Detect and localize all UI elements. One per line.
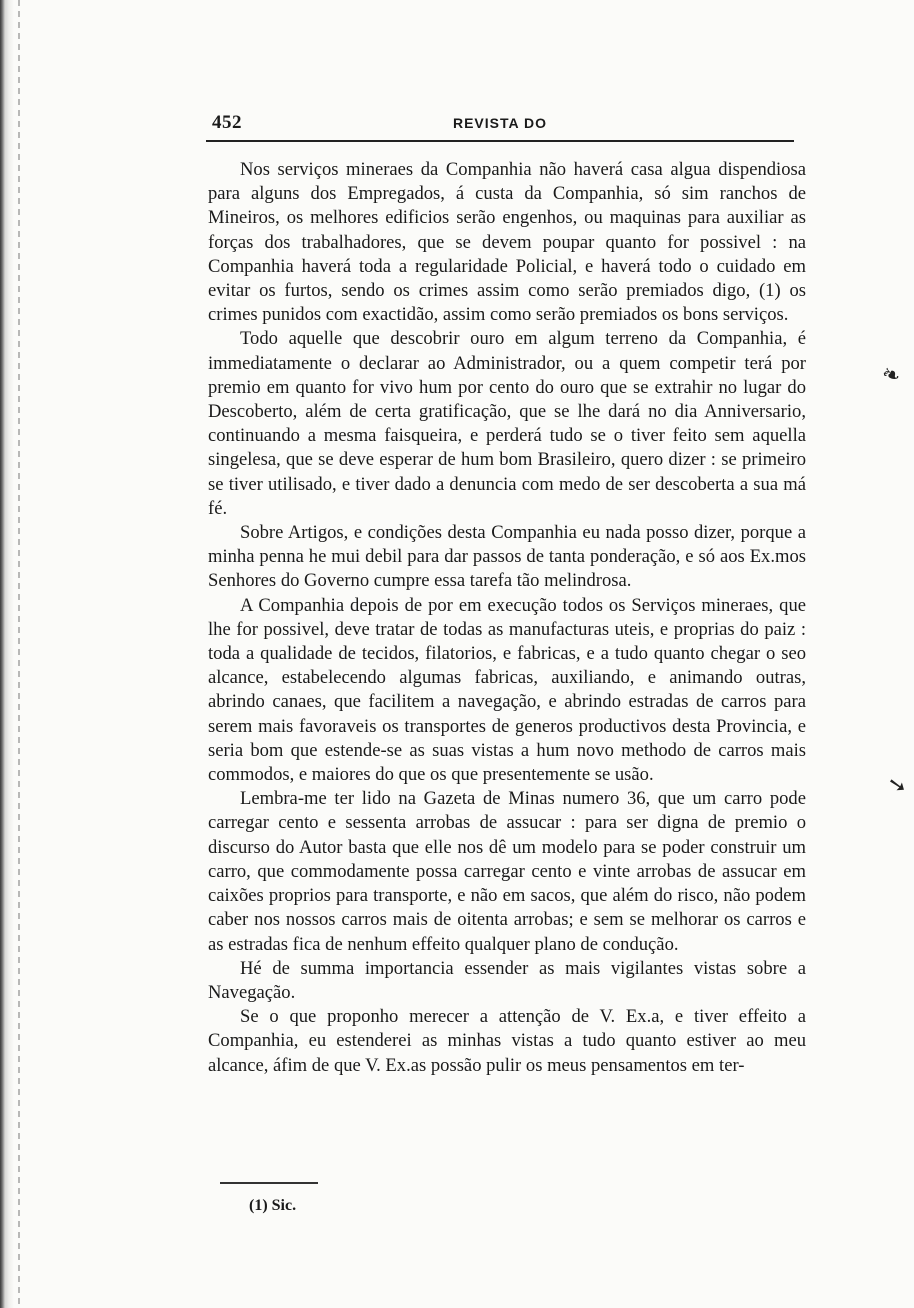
page-number: 452 bbox=[212, 112, 242, 133]
footnote-rule bbox=[220, 1182, 318, 1184]
margin-ink-mark: ❧ bbox=[878, 359, 905, 390]
header-rule bbox=[206, 140, 794, 142]
running-head bbox=[206, 112, 794, 138]
running-title: REVISTA DO bbox=[452, 115, 547, 131]
paragraph: Hé de summa importancia essender as mais vigilantes vistas sobre a Navegação. bbox=[208, 957, 806, 1003]
footnote: (1) Sic. bbox=[249, 1197, 297, 1214]
paragraph: A Companhia depois de por em execução todos os Serviços mineraes, que lhe for possivel, deve tratar de todas as manufacturas uteis, e proprias do paiz : toda a qualidade de tecidos, filatorios, e fabricas, e a tudo quanto chegar o seo alcance, estabelecendo algumas fabricas, auxiliando, e animando outras, abrindo canaes, que facilitem a navegação, e abrindo estradas de carros para serem mais favoraveis os transportes de generos productivos desta Provincia, e seria bom que estende-se as suas vistas a hum novo methodo de carros mais commodos, e maiores do que os que presentemente se usão. bbox=[208, 594, 806, 786]
paragraph: Nos serviços mineraes da Companhia não haverá casa algua dispendiosa para alguns dos Empregados, á custa da Companhia, só sim ranchos de Mineiros, os melhores edificios serão engenhos, ou maquinas para auxiliar as forças dos trabalhadores, que se devem poupar quanto for possivel : na Companhia haverá toda a regularidade Policial, e haverá todo o cuidado em evitar os furtos, sendo os crimes assim como serão premiados digo, (1) os crimes punidos com exactidão, assim como serão premiados os bons serviços. bbox=[208, 159, 806, 326]
book-binding-edge bbox=[0, 0, 14, 1308]
paragraph: Todo aquelle que descobrir ouro em algum terreno da Companhia, é immediatamente o declarar ao Administrador, ou a quem competir terá por premio em quanto for vivo hum por cento do ouro que se extrahir no lugar do Descoberto, além de certa gratificação, que se lhe dará no dia Anniversario, continuando a mesma faisqueira, e perderá tudo se o tiver feito sem aquella singelesa, que se deve esperar de hum bom Brasileiro, quero dizer : se primeiro se tiver utilisado, e tiver dado a denuncia com medo de ser descoberta a sua má fé. bbox=[208, 328, 806, 519]
paragraph: Sobre Artigos, e condições desta Companhia eu nada posso dizer, porque a minha penna he mui debil para dar passos de tanta ponderação, e só aos Ex.mos Senhores do Governo cumpre essa tarefa tão melindrosa. bbox=[208, 522, 806, 592]
body-text bbox=[208, 158, 806, 1078]
margin-ink-mark: ➘ bbox=[885, 770, 909, 799]
paragraph: Lembra-me ter lido na Gazeta de Minas numero 36, que um carro pode carregar cento e sessenta arrobas de assucar : para ser digna de premio o discurso do Autor basta que elle nos dê um modelo para se poder construir um carro, que commodamente possa carregar cento e vinte arrobas de assucar em caixões proprios para transporte, e não em sacos, que além do risco, não podem caber nos nossos carros mais de oitenta arrobas; e sem se melhorar os carros e as estradas fica de nenhum effeito qualquer plano de condução. bbox=[208, 788, 806, 955]
paragraph: Se o que proponho merecer a attenção de V. Ex.a, e tiver effeito a Companhia, eu estenderei as minhas vistas a tudo quanto estiver ao meu alcance, áfim de que V. Ex.as possão pulir os meus pensamentos em ter- bbox=[208, 1006, 806, 1076]
